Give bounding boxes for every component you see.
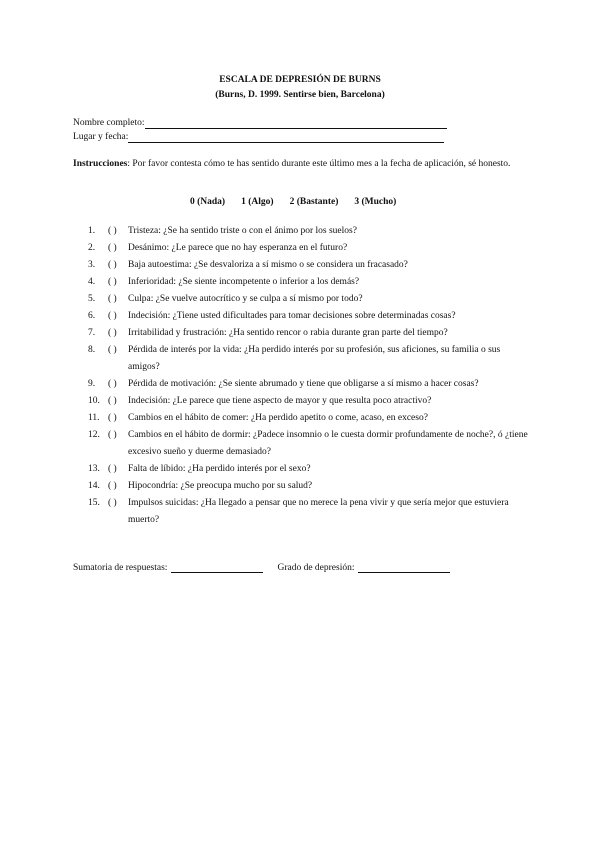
name-blank-line[interactable] xyxy=(145,118,447,129)
item-text: Falta de líbido: ¿Ha perdido interés por el sexo? xyxy=(128,464,311,474)
item-text: Cambios en el hábito de comer: ¿Ha perdido apetito o come, acaso, en exceso? xyxy=(128,413,428,423)
document-subtitle: (Burns, D. 1999. Sentirse bien, Barcelona) xyxy=(215,90,385,100)
place-date-blank-line[interactable] xyxy=(128,132,444,143)
item-number: 3. xyxy=(88,260,96,270)
item-number: 1. xyxy=(88,226,96,236)
item-text: Pérdida de motivación: ¿Se siente abrumado y tiene que obligarse a sí mismo a hacer cosas? xyxy=(128,379,479,389)
answer-blank[interactable]: ( ) xyxy=(108,464,117,474)
grade-label: Grado de depresión: xyxy=(277,563,355,573)
item-text: Desánimo: ¿Le parece que no hay esperanza en el futuro? xyxy=(128,243,348,253)
item-text: Cambios en el hábito de dormir: ¿Padece insomnio o le cuesta dormir profundamente de noche?, ó ¿tiene excesivo sueño y duerme demasiado? xyxy=(128,430,528,457)
answer-blank[interactable]: ( ) xyxy=(108,311,117,321)
place-date-field-row xyxy=(73,131,444,143)
answer-blank[interactable]: ( ) xyxy=(108,430,117,440)
list-item xyxy=(88,461,528,478)
summary-row xyxy=(73,562,450,573)
item-number: 7. xyxy=(88,328,96,338)
answer-blank[interactable]: ( ) xyxy=(108,498,117,508)
answer-blank[interactable]: ( ) xyxy=(108,226,117,236)
document-title: ESCALA DE DEPRESIÓN DE BURNS xyxy=(219,75,381,85)
list-item xyxy=(88,376,528,393)
item-number: 9. xyxy=(88,379,96,389)
answer-blank[interactable]: ( ) xyxy=(108,379,117,389)
item-number: 4. xyxy=(88,277,96,287)
item-number: 6. xyxy=(88,311,96,321)
list-item xyxy=(88,393,528,410)
list-item xyxy=(88,257,528,274)
sum-blank-line[interactable] xyxy=(171,562,263,573)
scale-option-2: 2 (Bastante) xyxy=(289,197,339,207)
answer-blank[interactable]: ( ) xyxy=(108,294,117,304)
item-number: 13. xyxy=(88,464,100,474)
list-item xyxy=(88,308,528,325)
list-item xyxy=(88,495,528,529)
item-text: Baja autoestima: ¿Se desvaloriza a sí mismo o se considera un fracasado? xyxy=(128,260,408,270)
scale-option-3: 3 (Mucho) xyxy=(354,197,397,207)
sum-label: Sumatoria de respuestas: xyxy=(73,563,168,573)
place-date-label: Lugar y fecha: xyxy=(73,132,129,142)
list-item xyxy=(88,325,528,342)
answer-blank[interactable]: ( ) xyxy=(108,345,117,355)
answer-blank[interactable]: ( ) xyxy=(108,243,117,253)
name-label: Nombre completo: xyxy=(73,118,145,128)
item-number: 11. xyxy=(88,413,100,423)
item-text: Tristeza: ¿Se ha sentido triste o con el ánimo por los suelos? xyxy=(128,226,357,236)
scale-option-1: 1 (Algo) xyxy=(241,197,274,207)
answer-blank[interactable]: ( ) xyxy=(108,277,117,287)
item-text: Inferioridad: ¿Se siente incompetente o inferior a los demás? xyxy=(128,277,360,287)
list-item xyxy=(88,410,528,427)
instructions xyxy=(73,156,513,173)
item-number: 8. xyxy=(88,345,96,355)
item-number: 15. xyxy=(88,498,100,508)
item-text: Pérdida de interés por la vida: ¿Ha perdido interés por su profesión, sus aficiones, su familia o sus amigos? xyxy=(128,345,501,372)
item-text: Impulsos suicidas: ¿Ha llegado a pensar que no merece la pena vivir y que sería mejor que estuviera muerto? xyxy=(128,498,509,525)
list-item xyxy=(88,291,528,308)
item-text: Culpa: ¿Se vuelve autocrítico y se culpa a sí mismo por todo? xyxy=(128,294,363,304)
answer-blank[interactable]: ( ) xyxy=(108,260,117,270)
list-item xyxy=(88,478,528,495)
scale-option-0: 0 (Nada) xyxy=(190,197,226,207)
name-field-row xyxy=(73,117,447,129)
item-number: 12. xyxy=(88,430,100,440)
list-item xyxy=(88,342,528,376)
instructions-text: : Por favor contesta cómo te has sentido durante este último mes a la fecha de aplicación, sé honesto. xyxy=(127,159,511,169)
rating-scale xyxy=(190,197,396,207)
item-text: Indecisión: ¿Le parece que tiene aspecto de mayor y que resulta poco atractivo? xyxy=(128,396,432,406)
answer-blank[interactable]: ( ) xyxy=(108,328,117,338)
item-number: 5. xyxy=(88,294,96,304)
list-item xyxy=(88,274,528,291)
answer-blank[interactable]: ( ) xyxy=(108,413,117,423)
list-item xyxy=(88,240,528,257)
list-item xyxy=(88,223,528,240)
instructions-label: Instrucciones xyxy=(73,159,128,169)
item-text: Indecisión: ¿Tiene usted dificultades para tomar decisiones sobre determinadas cosas? xyxy=(128,311,456,321)
answer-blank[interactable]: ( ) xyxy=(108,396,117,406)
item-text: Hipocondría: ¿Se preocupa mucho por su salud? xyxy=(128,481,313,491)
list-item xyxy=(88,427,528,461)
answer-blank[interactable]: ( ) xyxy=(108,481,117,491)
questionnaire-items xyxy=(88,223,528,529)
item-number: 10. xyxy=(88,396,100,406)
item-text: Irritabilidad y frustración: ¿Ha sentido rencor o rabia durante gran parte del tiempo? xyxy=(128,328,448,338)
title-block xyxy=(0,73,600,103)
item-number: 14. xyxy=(88,481,100,491)
grade-blank-line[interactable] xyxy=(358,562,450,573)
item-number: 2. xyxy=(88,243,96,253)
